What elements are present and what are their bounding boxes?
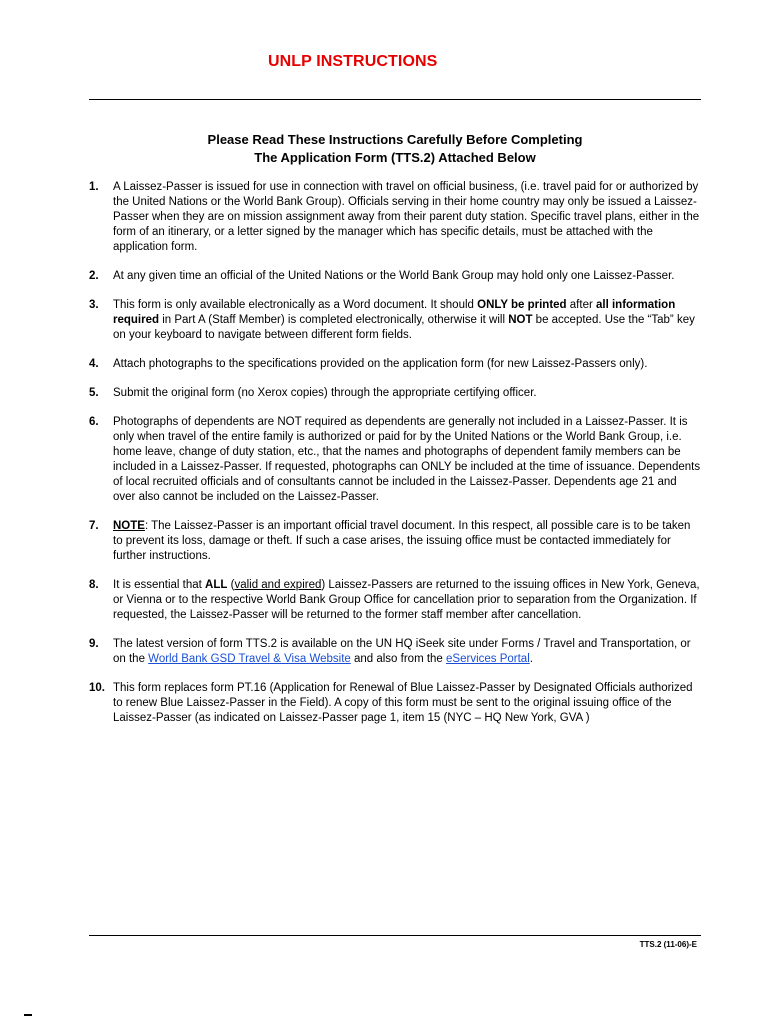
item-number: 5. xyxy=(89,387,99,399)
instruction-item-3 xyxy=(89,298,701,343)
header-divider xyxy=(89,99,701,100)
footer-divider xyxy=(89,935,701,936)
instruction-item-9 xyxy=(89,637,701,667)
emphasis-all: ALL xyxy=(205,579,228,591)
item-number: 3. xyxy=(89,299,99,311)
item-text: This form is only available electronically as a Word document. It should xyxy=(113,299,478,311)
item-text: in Part A (Staff Member) is completed electronically, otherwise it will xyxy=(159,314,509,326)
emphasis-not: NOT xyxy=(508,314,533,326)
heading-line-2: The Application Form (TTS.2) Attached Below xyxy=(254,150,536,165)
item-number: 1. xyxy=(89,181,99,193)
item-number: 9. xyxy=(89,638,99,650)
note-label: NOTE xyxy=(113,520,145,532)
item-text: Submit the original form (no Xerox copies) through the appropriate certifying officer. xyxy=(113,387,537,399)
item-text: The latest version of form TTS.2 is available on the UN HQ iSeek site under Forms / Travel and Transportation, or on the xyxy=(113,638,691,665)
page-corner-mark xyxy=(24,1014,32,1016)
item-number: 7. xyxy=(89,520,99,532)
emphasis-all-info: all information required xyxy=(113,299,676,326)
eservices-portal-link[interactable]: eServices Portal xyxy=(446,653,530,665)
item-text: and also from the xyxy=(350,653,447,665)
item-text: Photographs of dependents are NOT required as dependents are generally not included in a Laissez-Passer. It is only when travel of the entire family is authorized or paid for by the United Nations or the World Bank Group, i.e. home leave, change of duty station, etc., that the names and photographs of dependent family members can be included in a Laissez-Passer. If requested, photographs can ONLY be included at the time of issuance. Dependents of local recruited officials and of consultants cannot be included in the Laissez-Passer. Dependents age 21 and over also cannot be included on the Laissez-Passer. xyxy=(113,416,701,503)
item-text: ) Laissez-Passers are returned to the issuing offices in New York, Geneva, or Vienna or to the respective World Bank Group Office for cancellation prior to separation from the Organization. If requested, the Laissez-Passer will be returned to the former staff member after cancellation. xyxy=(113,579,700,621)
item-text: It is essential that xyxy=(113,579,206,591)
instruction-item-6 xyxy=(89,415,701,505)
item-text: At any given time an official of the United Nations or the World Bank Group may hold only one Laissez-Passer. xyxy=(113,270,675,282)
emphasis-only-printed: ONLY be printed xyxy=(477,299,567,311)
instruction-list xyxy=(89,180,701,740)
item-number: 8. xyxy=(89,579,99,591)
item-text: A Laissez-Passer is issued for use in connection with travel on official business, (i.e. travel paid for or authorized by the United Nations or the World Bank Group). Officials serving in their home country may only be issued a Laissez-Passer when they are on mission assignment away from their parent duty station. Specific travel plans, either in the form of an itinerary, or a letter signed by the manager which has specific details, must be attached with the application form. xyxy=(113,181,700,253)
world-bank-travel-link[interactable]: World Bank GSD Travel & Visa Website xyxy=(148,653,351,665)
item-text: This form replaces form PT.16 (Application for Renewal of Blue Laissez-Passer by Designated Officials authorized to renew Blue Laissez-Passer in the Field). A copy of this form must be sent to the original issuing office of the Laissez-Passer (as indicated on Laissez-Passer page 1, item 15 (NYC – HQ New York, GVA ) xyxy=(113,682,693,724)
instruction-item-7 xyxy=(89,519,701,564)
item-number: 6. xyxy=(89,416,99,428)
instruction-item-8 xyxy=(89,578,701,623)
form-code: TTS.2 (11-06)-E xyxy=(639,940,697,949)
item-text: . xyxy=(529,653,533,665)
instruction-item-1 xyxy=(89,180,701,255)
item-number: 10. xyxy=(89,682,105,694)
item-text: : The Laissez-Passer is an important official travel document. In this respect, all possible care is to be taken to prevent its loss, damage or theft. If such a case arises, the issuing office must be contacted immediately for further instructions. xyxy=(113,520,691,562)
item-text: ( xyxy=(227,579,235,591)
emphasis-valid-expired: valid and expired xyxy=(234,579,322,591)
instruction-item-10 xyxy=(89,681,701,726)
heading-line-1: Please Read These Instructions Carefully Before Completing xyxy=(207,132,583,147)
instruction-item-2 xyxy=(89,269,701,284)
item-text: after xyxy=(566,299,596,311)
item-text: Attach photographs to the specifications provided on the application form (for new Laissez-Passers only). xyxy=(113,358,648,370)
item-text: be accepted. Use the “Tab” key on your keyboard to navigate between different form fields. xyxy=(113,314,695,341)
page-title: UNLP INSTRUCTIONS xyxy=(268,53,438,70)
instruction-item-4 xyxy=(89,357,701,372)
instructions-heading xyxy=(89,131,701,167)
instruction-item-5 xyxy=(89,386,701,401)
item-number: 4. xyxy=(89,358,99,370)
item-number: 2. xyxy=(89,270,99,282)
